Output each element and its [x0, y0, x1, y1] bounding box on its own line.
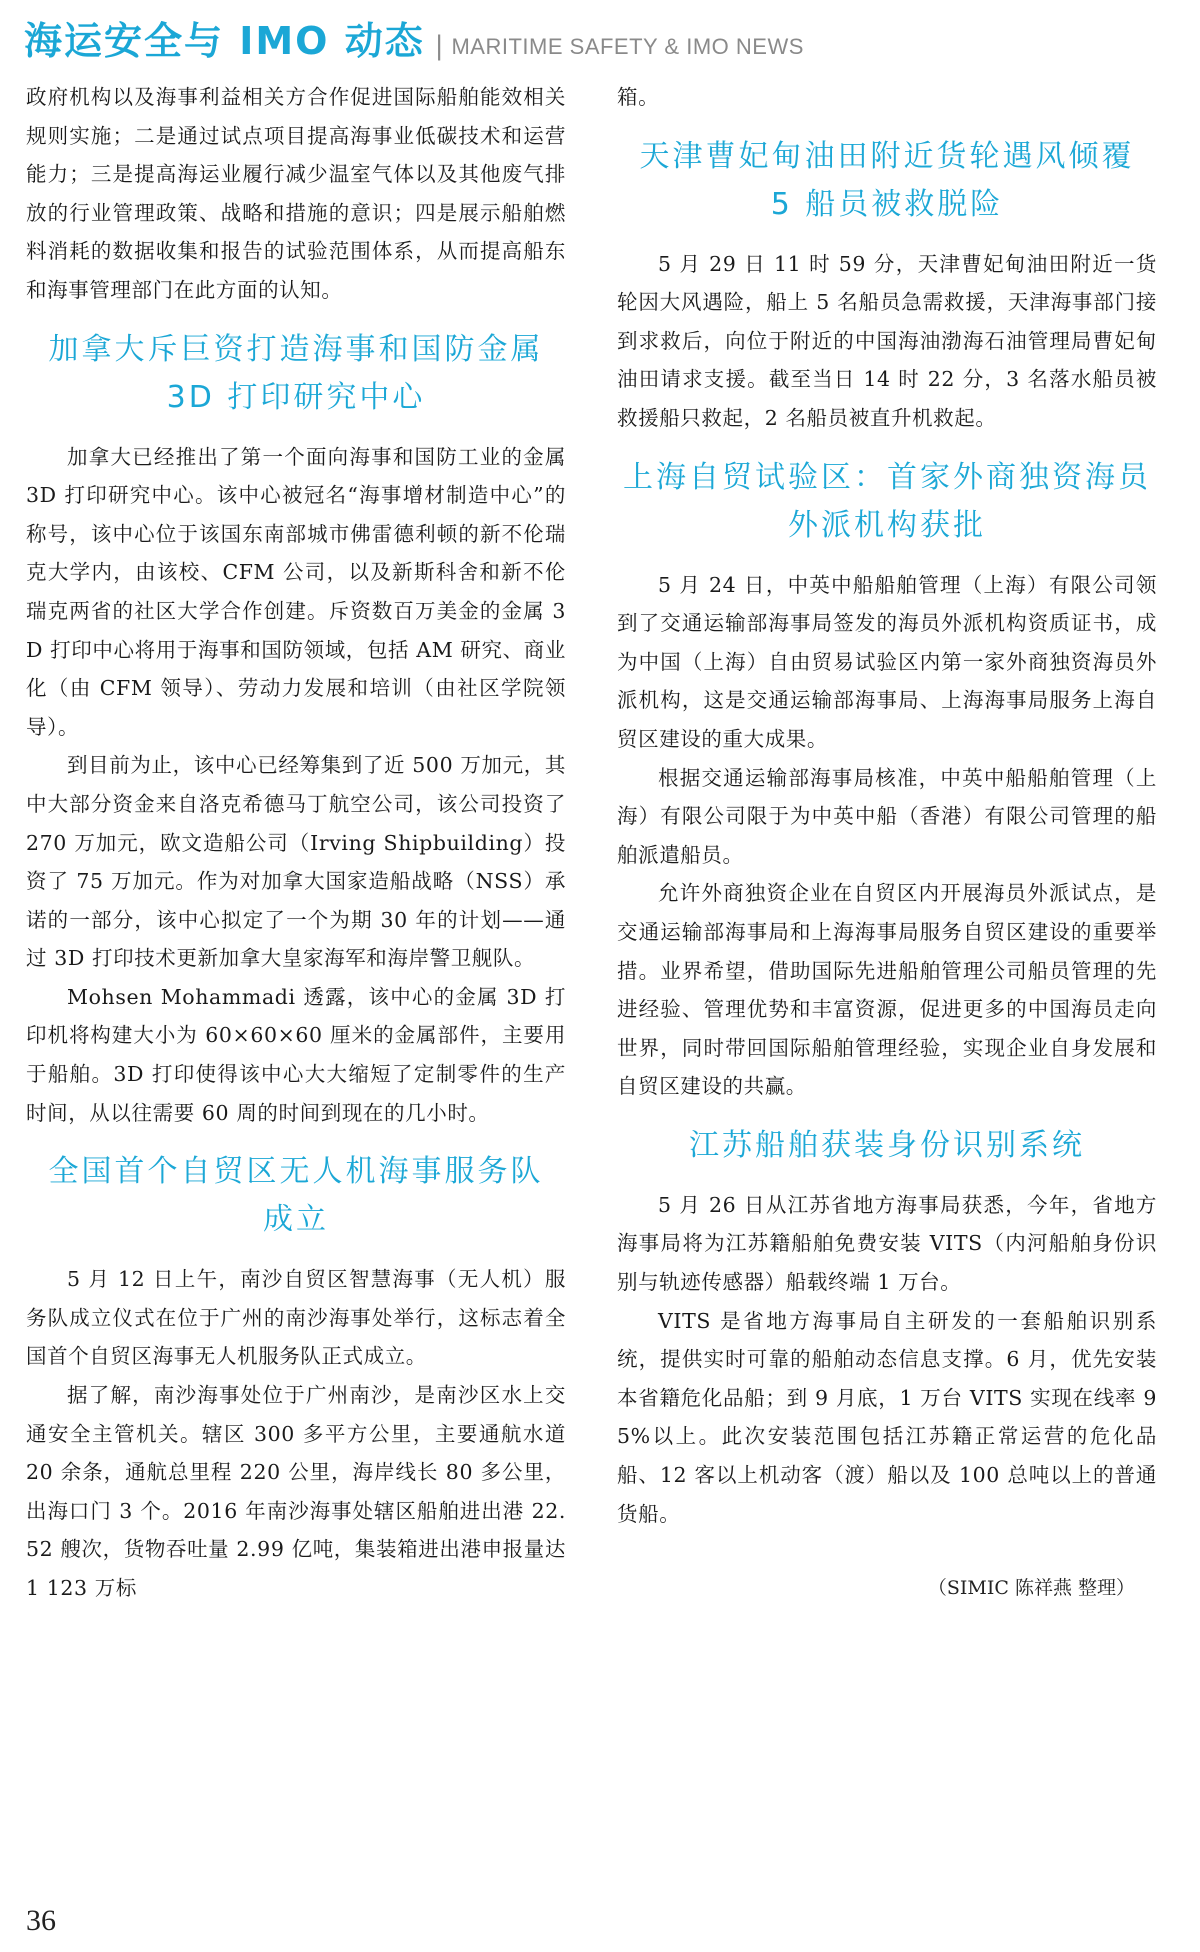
article-title-line: 外派机构获批	[788, 507, 986, 543]
article-paragraph: 5 月 29 日 11 时 59 分，天津曹妃甸油田附近一货轮因大风遇险，船上 5 名船员急需救援，天津海事部门接到求救后，向位于附近的中国海油渤海石油管理局曹妃甸油田请求支援。截至当日 14 时 22 分，3 名落水船员被救援船只救起，2 名船员被直升机救起。	[617, 251, 1157, 430]
article-paragraph: 5 月 24 日，中英中船船舶管理（上海）有限公司领到了交通运输部海事局签发的海员外派机构资质证书，成为中国（上海）自由贸易试验区内第一家外商独资海员外派机构，这是交通运输部海事局、上海海事局服务上海自贸区建设的重大成果。	[617, 572, 1157, 751]
section-title-cn: 海运安全与 IMO 动态	[24, 19, 425, 63]
article-paragraph: 5 月 12 日上午，南沙自贸区智慧海事（无人机）服务队成立仪式在位于广州的南沙海事处举行，这标志着全国首个自贸区海事无人机服务队正式成立。	[26, 1267, 566, 1369]
continued-paragraph: 箱。	[617, 85, 660, 109]
article-title-line: 成立	[263, 1202, 329, 1238]
left-column	[26, 78, 566, 1608]
article-title-jiangsu-vits	[617, 1122, 1157, 1170]
article-paragraph: 根据交通运输部海事局核准，中英中船船舶管理（上海）有限公司限于为中英中船（香港）有限公司管理的船舶派遣船员。	[617, 765, 1157, 867]
article-paragraph: 到目前为止，该中心已经筹集到了近 500 万加元，其中大部分资金来自洛克希德马丁航空公司，该公司投资了 270 万加元，欧文造船公司（Irving Shipbuilding）投资了 75 万加元。作为对加拿大国家造船战略（NSS）承诺的一部分，该中心拟定了一个为期 30 年的计划——通过 3D 打印技术更新加拿大皇家海军和海岸警卫舰队。	[26, 753, 566, 971]
article-title-line: 全国首个自贸区无人机海事服务队	[48, 1154, 544, 1190]
article-paragraph: 5 月 26 日从江苏省地方海事局获悉，今年，省地方海事局将为江苏籍船舶免费安装 VITS（内河船舶身份识别与轨迹传感器）船载终端 1 万台。	[617, 1192, 1157, 1295]
article-title-canada-3d-printing	[26, 326, 566, 422]
editor-credit: （SIMIC 陈祥燕 整理）	[927, 1577, 1135, 1600]
page-header	[24, 10, 804, 63]
article-title-line: 5 船员被救脱险	[770, 186, 1004, 222]
right-column	[617, 78, 1157, 1600]
article-title-drone-team	[26, 1148, 566, 1244]
article-paragraph: VITS 是省地方海事局自主研发的一套船舶识别系统，提供实时可靠的船舶动态信息支撑。6 月，优先安装本省籍危化品船；到 9 月底，1 万台 VITS 实现在线率 95%以上。此次安装范围包括江苏籍正常运营的危化品船、12 客以上机动客（渡）船以及 100 总吨以上的普通货船。	[617, 1308, 1157, 1526]
section-title-en: MARITIME SAFETY & IMO NEWS	[451, 34, 804, 59]
article-title-line: 上海自贸试验区：首家外商独资海员	[623, 459, 1151, 495]
article-paragraph: 加拿大已经推出了第一个面向海事和国防工业的金属 3D 打印研究中心。该中心被冠名“海事增材制造中心”的称号，该中心位于该国东南部城市佛雷德利顿的新不伦瑞克大学内，由该校、CFM 公司，以及新斯科舍和新不伦瑞克两省的社区大学合作创建。斥资数百万美金的金属 3D 打印中心将用于海事和国防领域，包括 AM 研究、商业化（由 CFM 领导）、劳动力发展和培训（由社区学院领导）。	[26, 444, 566, 739]
article-paragraph: 允许外商独资企业在自贸区内开展海员外派试点，是交通运输部海事局和上海海事局服务自贸区建设的重要举措。业界希望，借助国际先进船舶管理公司船员管理的先进经验、管理优势和丰富资源，促进更多的中国海员走向世界，同时带回国际船舶管理经验，实现企业自身发展和自贸区建设的共赢。	[617, 881, 1157, 1099]
header-separator: |	[434, 31, 444, 61]
continued-paragraph: 政府机构以及海事利益相关方合作促进国际船舶能效相关规则实施；二是通过试点项目提高海事业低碳技术和运营能力；三是提高海运业履行减少温室气体以及其他废气排放的行业管理政策、战略和措施的意识；四是展示船舶燃料消耗的数据收集和报告的试验范围体系，从而提高船东和海事管理部门在此方面的认知。	[26, 85, 566, 302]
article-title-line: 加拿大斥巨资打造海事和国防金属	[48, 331, 544, 367]
article-paragraph: Mohsen Mohammadi 透露，该中心的金属 3D 打印机将构建大小为 60×60×60 厘米的金属部件，主要用于船舶。3D 打印使得该中心大大缩短了定制零件的生产时间，从以往需要 60 周的时间到现在的几小时。	[26, 984, 566, 1125]
page-number: 36	[26, 1904, 56, 1937]
article-title-line: 天津曹妃甸油田附近货轮遇风倾覆	[639, 138, 1135, 174]
article-paragraph: 据了解，南沙海事处位于广州南沙，是南沙区水上交通安全主管机关。辖区 300 多平方公里，主要通航水道 20 余条，通航总里程 220 公里，海岸线长 80 多公里，出海口门 3 个。2016 年南沙海事处辖区船舶进出港 22.52 艘次，货物吞吐量 2.99 亿吨，集装箱进出港申报量达 1 123 万标	[26, 1383, 566, 1600]
article-title-tianjin-rescue	[617, 133, 1157, 229]
article-title-line: 3D 打印研究中心	[166, 379, 426, 415]
article-title-shanghai-ftz	[617, 454, 1157, 550]
article-title-line: 江苏船舶获装身份识别系统	[689, 1127, 1085, 1163]
